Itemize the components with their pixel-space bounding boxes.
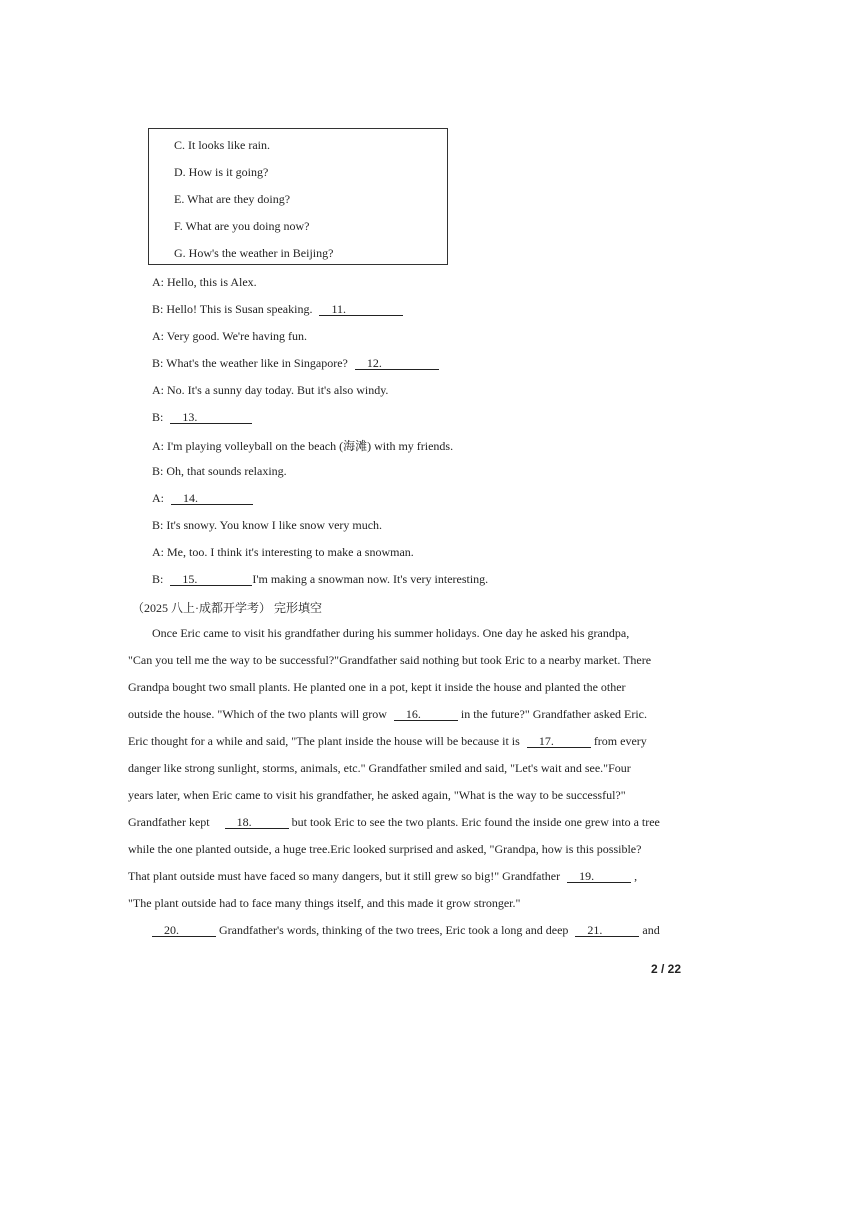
passage-line: That plant outside must have faced so many dangers, but it still grew so big!" Grandfather 19. , [128,869,638,883]
dialogue-line: B: 13. [152,410,252,425]
answer-blank-21[interactable]: 21. [575,924,639,937]
answer-blank-17[interactable]: 17. [527,735,591,748]
dialogue-line: A: Very good. We're having fun. [152,329,308,343]
answer-blank-18[interactable]: 18. [225,816,289,829]
answer-blank-11[interactable]: 11. [319,303,403,316]
answer-blank-12[interactable]: 12. [355,357,439,370]
option-c: C. It looks like rain. [174,138,270,152]
option-e: E. What are they doing? [174,192,291,206]
options-box [148,128,448,265]
answer-blank-16[interactable]: 16. [394,708,458,721]
dialogue-line: B: Hello! This is Susan speaking. 11. [152,302,403,317]
dialogue-line: A: Me, too. I think it's interesting to make a snowman. [152,545,414,559]
answer-blank-13[interactable]: 13. [170,411,252,424]
dialogue-line: B: It's snowy. You know I like snow very much. [152,518,383,532]
answer-blank-14[interactable]: 14. [171,492,253,505]
section-heading: （2025 八上·成都开学考） 完形填空 [132,601,322,615]
page-number: 2 / 22 [651,962,682,976]
passage-line: danger like strong sunlight, storms, animals, etc." Grandfather smiled and said, "Let's wait and see."Four [128,761,631,775]
passage-line: "The plant outside had to face many things itself, and this made it grow stronger." [128,896,521,910]
option-g: G. How's the weather in Beijing? [174,246,334,260]
passage-line: Grandpa bought two small plants. He planted one in a pot, kept it inside the house and planted the other [128,680,626,694]
dialogue-line: B: 15. I'm making a snowman now. It's very interesting. [152,572,489,586]
passage-line: 20. Grandfather's words, thinking of the two trees, Eric took a long and deep 21. and [152,923,660,938]
answer-blank-20[interactable]: 20. [152,924,216,937]
answer-blank-15[interactable]: 15. [170,573,252,586]
answer-blank-19[interactable]: 19. [567,870,631,883]
dialogue-line: B: What's the weather like in Singapore? 12. [152,356,439,371]
dialogue-line: A: 14. [152,491,253,506]
dialogue-line: B: Oh, that sounds relaxing. [152,464,287,478]
passage-line: years later, when Eric came to visit his grandfather, he asked again, "What is the way to be successful?" [128,788,626,802]
passage-line: Eric thought for a while and said, "The plant inside the house will be because it is 17. from every [128,734,647,748]
passage-line: while the one planted outside, a huge tree.Eric looked surprised and asked, "Grandpa, how is this possible? [128,842,642,856]
dialogue-line: A: No. It's a sunny day today. But it's also windy. [152,383,389,397]
dialogue-line: A: I'm playing volleyball on the beach (海滩) with my friends. [152,439,454,453]
passage-line: Grandfather kept 18. but took Eric to see the two plants. Eric found the inside one grew into a tree [128,815,660,829]
passage-line: outside the house. "Which of the two plants will grow 16. in the future?" Grandfather asked Eric. [128,707,648,721]
passage-line: "Can you tell me the way to be successful?"Grandfather said nothing but took Eric to a nearby market. There [128,653,652,667]
option-d: D. How is it going? [174,165,269,179]
dialogue-line: A: Hello, this is Alex. [152,275,257,289]
option-f: F. What are you doing now? [174,219,310,233]
passage-line: Once Eric came to visit his grandfather during his summer holidays. One day he asked his grandpa, [152,626,630,640]
